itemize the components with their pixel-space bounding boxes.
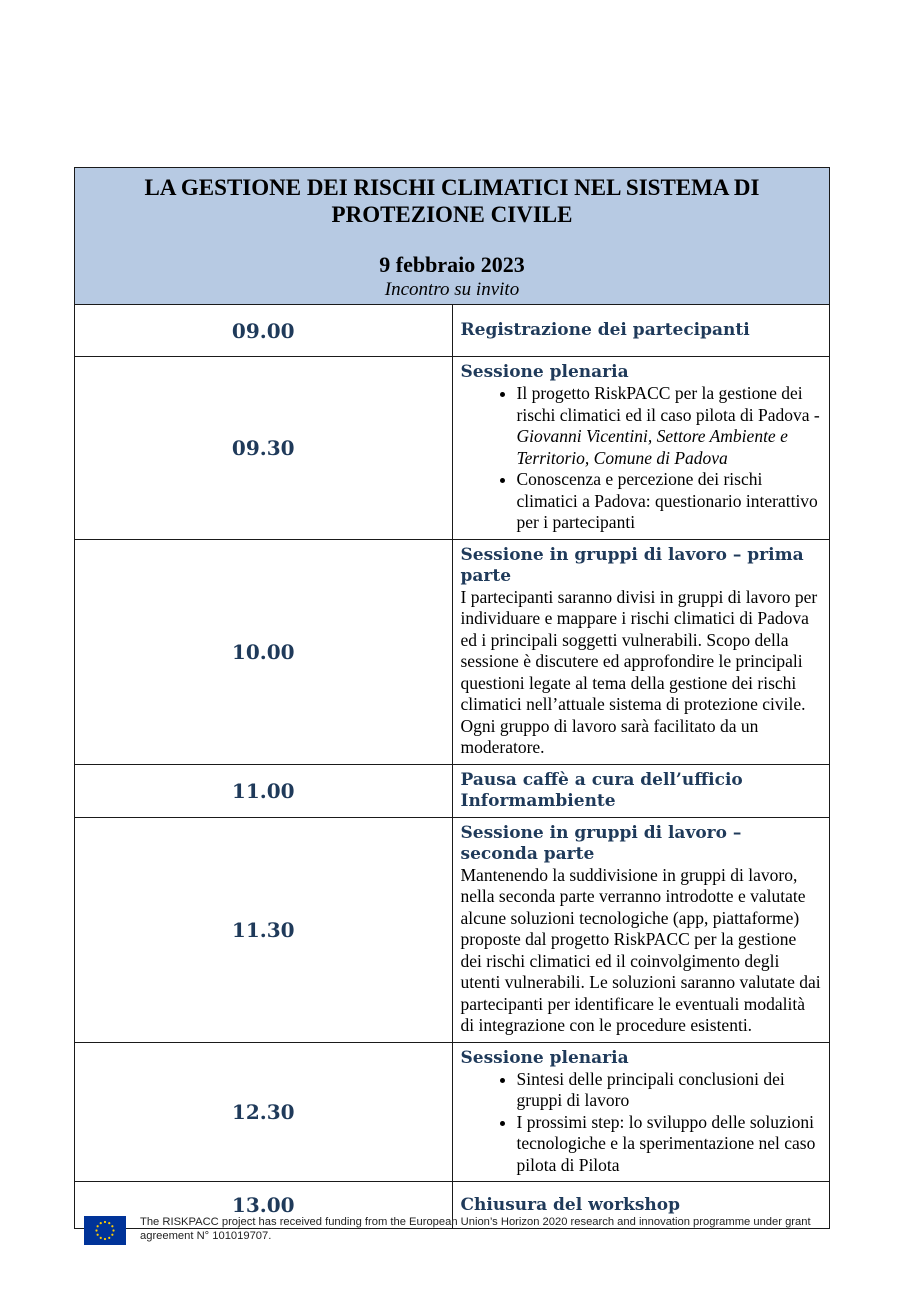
session-title: Sessione plenaria <box>460 1047 629 1068</box>
time-cell: 12.30 <box>75 1042 453 1182</box>
event-subtitle: Incontro su invito <box>384 279 520 300</box>
session-title: Chiusura del workshop <box>460 1194 680 1215</box>
list-item-text: Il progetto RiskPACC per la gestione dei rischi climatici ed il caso pilota di Padova - <box>516 383 820 425</box>
session-description: I partecipanti saranno divisi in gruppi di lavoro per individuare e mappare i rischi climatici di Padova ed i principali soggetti vulnerabili. Scopo della sessione è discutere ed approfondire le principali questioni legate al tema della gestione dei rischi climatici nell’attuale sistema di protezione civile. <box>460 586 818 714</box>
time-cell: 11.30 <box>75 817 453 1042</box>
list-item <box>517 383 822 469</box>
list-item: • Sintesi delle principali conclusioni dei gruppi di lavoro <box>517 1069 822 1112</box>
session-note: Ogni gruppo di lavoro sarà facilitato da un moderatore. <box>460 715 759 757</box>
content-cell <box>452 305 830 357</box>
content-cell <box>452 539 830 764</box>
agenda-row <box>75 539 830 764</box>
time-cell: 09.30 <box>75 357 453 540</box>
time-cell: 09.00 <box>75 305 453 357</box>
agenda-row <box>75 1042 830 1182</box>
agenda-header-row <box>75 168 830 305</box>
page-title: LA GESTIONE DEI RISCHI CLIMATICI NEL SISTEMA DI PROTEZIONE CIVILE <box>144 175 760 227</box>
bullet-list <box>461 383 822 534</box>
time-cell: 11.00 <box>75 764 453 817</box>
content-cell <box>452 764 830 817</box>
agenda-header <box>75 168 830 305</box>
funding-footer <box>84 1215 844 1245</box>
event-date: 9 febbraio 2023 <box>379 252 525 277</box>
bullet-list <box>461 1069 822 1177</box>
session-title: Sessione in gruppi di lavoro – seconda parte <box>460 822 742 864</box>
agenda-row <box>75 305 830 357</box>
session-description: Mantenendo la suddivisione in gruppi di lavoro, nella seconda parte verranno introdotte e valutate alcune soluzioni tecnologiche (app, piattaforme) proposte dal progetto RiskPACC per la gestione dei rischi climatici ed il coinvolgimento degli utenti vulnerabili. Le soluzioni saranno valutate dai partecipanti per identificare le eventuali modalità di integrazione con le procedure esistenti. <box>460 864 821 1035</box>
session-title: Registrazione dei partecipanti <box>460 320 750 340</box>
list-item: • I prossimi step: lo sviluppo delle soluzioni tecnologiche e la sperimentazione nel caso pilota di Pilota <box>517 1112 822 1177</box>
agenda-row <box>75 764 830 817</box>
content-cell <box>452 1042 830 1182</box>
content-cell <box>452 817 830 1042</box>
session-title: Sessione in gruppi di lavoro – prima parte <box>460 544 804 586</box>
session-title: Sessione plenaria <box>460 362 629 382</box>
time-cell: 10.00 <box>75 539 453 764</box>
agenda-table <box>74 167 830 1229</box>
agenda-row <box>75 357 830 540</box>
content-cell <box>452 357 830 540</box>
list-item: • Conoscenza e percezione dei rischi climatici a Padova: questionario interattivo per i partecipanti <box>517 469 822 534</box>
speaker-credit: Giovanni Vicentini, Settore Ambiente e Territorio, Comune di Padova <box>516 426 788 468</box>
agenda-row <box>75 817 830 1042</box>
time-cell: 13.00 <box>75 1182 453 1229</box>
session-title: Pausa caffè a cura dell’ufficio Informambiente <box>460 769 743 811</box>
funding-text: The RISKPACC project has received funding from the European Union’s Horizon 2020 research and innovation programme under grant agreement N° 101019707. <box>140 1216 811 1242</box>
eu-flag-icon <box>84 1216 126 1245</box>
